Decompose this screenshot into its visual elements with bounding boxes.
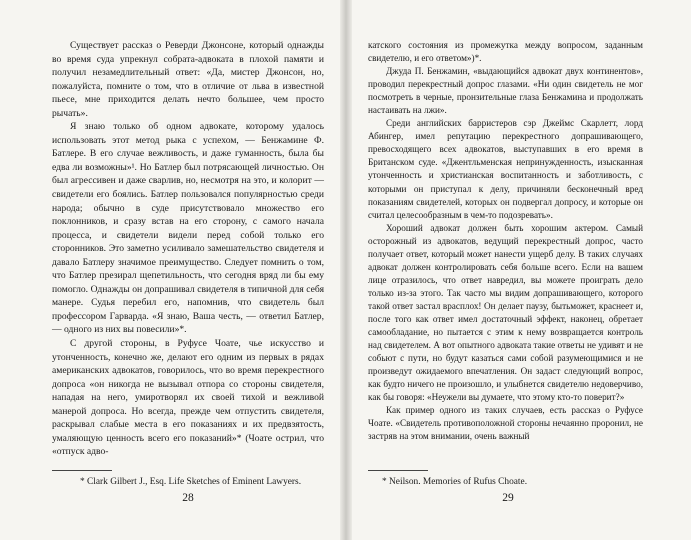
paragraph: С другой стороны, в Руфусе Чоате, чье искусство и утонченность, конечно же, делают его одним из первых в рядах американских адвокатов, говорилось, что во время перекрестного допроса «он никогда не вызывал отпора со стороны свидетеля, нападая на него, умиротворял их своей тихой и вежливой манерой допроса. Но всегда, прежде чем отпустить свидетеля, раскрывал слабые места в его показаниях и их предвзятость, умаляющую ценность всего его показаний»* (Чоате острил, что «отпуск адво- — [52, 338, 324, 458]
page-number: 28 — [182, 492, 194, 504]
footnote-divider — [52, 470, 112, 471]
right-page — [352, 0, 691, 540]
paragraph: Среди английских барристеров сэр Джеймс Скарлетт, лорд Абингер, имел репутацию перекрестного допрашивающего, превосходящего всех адвокатов, выступавших в его время в Британском суде. «Джентльменская непринужденность, изысканная утонченность и христианская воспитанность и заботливость, с которыми он приступал к делу, причиняли бесконечный вред показаниям свидетелей, которых он подвергал допросу, и которые он считал целесообразным в чем-то подозревать». — [368, 118, 643, 220]
paragraph: Как пример одного из таких случаев, есть рассказ о Руфусе Чоате. «Свидетель противоположной стороны нечаянно проронил, не застряв на этом внимании, очень важный — [368, 405, 643, 442]
paragraph: Хороший адвокат должен быть хорошим актером. Самый осторожный из адвокатов, ведущий перекрестный допрос, часто получает ответ, который может нанести ущерб делу. В таких случаях адвокат должен контролировать себя больше всего. Если на вашем лице отразилось, что ответ навредил, вы можете проиграть дело только из-за этого. Так часто мы видим допрашивающего, которого такой ответ застал врасплох! Он делает паузу, бытьможет, краснеет и, после того как ответ имел достаточный эффект, наконец, обретает самообладание, но пытается с этим к нему возвращается контроль над свидетелем. А вот опытного адвоката такие ответы не удивят и не собьют с пути, но будут казаться сами собой разумеющимися и не произведут ожидаемого впечатления. Он задаст следующий вопрос, как будто ничего не произошло, и улыбнется свидетелю недоверчиво, как бы говоря: «Неужели вы думаете, что этому кто-то поверит?» — [368, 222, 643, 403]
paragraph: Существует рассказ о Реверди Джонсоне, который однажды во время суда упрекнул собрата-адвоката в плохой памяти и получил незамедлительный ответ: «Да, мистер Джонсон, но, пожалуйста, помните о том, что в отличие от льва в известной пьесе, мне приходится делать нечто большее, чем просто рычать». — [52, 40, 324, 119]
footnote: * Neilson. Memories of Rufus Choate. — [382, 477, 528, 487]
paragraph: Джуда П. Бенжамин, «выдающийся адвокат двух континентов», проводил перекрестный допрос глазами. «Ни один свидетель не мог посмотреть в черные, пронзительные глаза Бенжамина и продолжать настаивать на лжи». — [368, 66, 643, 116]
page-number: 29 — [502, 492, 514, 504]
paragraph: Я знаю только об одном адвокате, которому удалось использовать этот метод рыка с успехом, — Бенжамине Ф. Батлере. В его случае вежливость, и даже гуманность, была бы едва ли возможны»¹. Но Батлер был потрясающей личностью. Он был агрессивен и даже сварлив, но, несмотря на это, и колорит — свидетели его боялись. Батлер пользовался популярностью среди народа; обычно в суде присутствовало множество его поклонников, и сразу встав на его сторону, с самого начала процесса, и свидетели видели перед собой только его сторонников. Это заметно усиливало замешательство свидетеля и давало Батлеру значимое преимущество. Следует помнить о том, что Батлер презирал щепетильность, что сегодня вряд ли бы ему помогло. Однажды он допрашивал свидетеля в типичной для себя манере. Судья перебил его, напомнив, что свидетель был профессором Гарварда. «Я знаю, Ваша честь, — ответил Батлер, — одного из них вы повесили»*. — [52, 121, 324, 336]
paragraph: катского состояния из промежутка между вопросом, заданным свидетелю, и его ответом»)*. — [368, 40, 643, 64]
footnote: * Clark Gilbert J., Esq. Life Sketches of Eminent Lawyers. — [80, 477, 302, 487]
footnote-divider — [368, 470, 428, 471]
left-page — [0, 0, 340, 540]
right-page-body — [368, 39, 643, 443]
left-page-body — [52, 39, 324, 459]
book-gutter — [340, 0, 352, 540]
